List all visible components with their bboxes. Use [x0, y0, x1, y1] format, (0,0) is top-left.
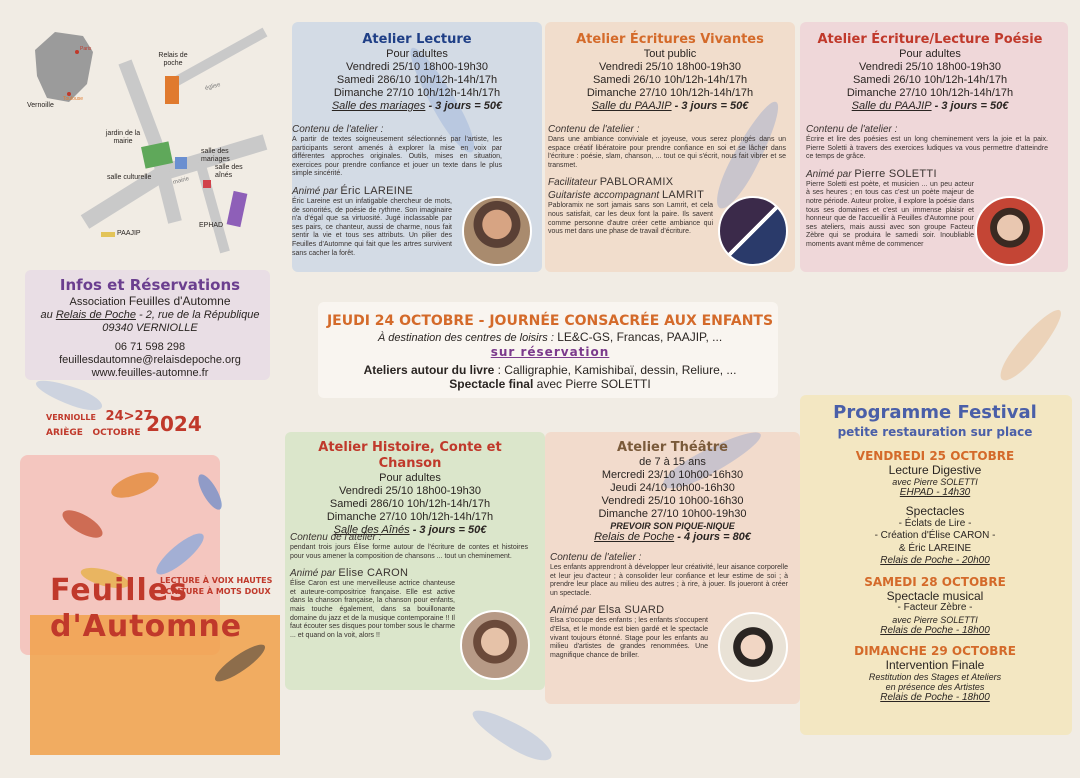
- ephad-marker: [227, 191, 248, 227]
- paajip-marker: [101, 232, 115, 237]
- atelier-poesie: [800, 32, 1060, 113]
- feather-shape: [994, 303, 1069, 386]
- map-label-paajip: PAAJIP: [117, 230, 141, 237]
- jeudi-enfants: [300, 312, 800, 391]
- map-label-ephad: EPHAD: [199, 222, 224, 229]
- programme-title: Programme Festival: [833, 402, 1037, 423]
- atelier-histoire-contenu: Contenu de l'atelier : pendant trois jours Élise forme autour de l'écriture de contes et histoires pour vous amener la composition de chansons ... tout un cheminement. Animé par Elise CARON Élise Caron est une merveilleuse actrice chanteuse et auteure-compositrice française. Elle est active dans la chanson française, la chanson pour enfants, mais touche également, dans sa bouillonante domaine du jazz et de la musique contemporaine !! Il faut écouter ses disques pour tomber sous le charme ... et quand on la voit, alors !!: [290, 532, 528, 639]
- atelier-lecture-title: Atelier Lecture: [362, 32, 472, 47]
- programme-event: Spectacles: [905, 504, 965, 518]
- atelier-ecritures-public: Tout public: [643, 48, 697, 60]
- atelier-poesie-contenu: Contenu de l'atelier : Écrire et lire des poésies est un long cheminement vers la joie et la paix. Pierre Soletti à travers des exercices ludiques va vous permettre d'atteindre ce temps de grâce. Animé par Pierre SOLETTI Pierre Soletti est poète, et musicien ... un peu acteur à ses heures ; en tous cas c'est un poète majeur de notre période. Auteur prolixe, il explore la poésie dans tous ses domaines et c'est un immense plaisir et honneur que de l'accueillir à Feuilles d'Automne pour ses ateliers, mais aussi avec son groupe Facteur Zèbre qui se produira le samedi soir. Inoubliable moments avant même de commencer: [806, 124, 1048, 248]
- atelier-theatre-slot: Vendredi 25/10 10h00-16h30: [601, 495, 744, 507]
- atelier-lecture: [292, 32, 542, 113]
- atelier-histoire-venue: Salle des Aînés - 3 jours = 50€: [333, 524, 487, 536]
- map-label-culturelle: salle culturelle: [107, 174, 152, 181]
- infos-address: au Relais de Poche - 2, rue de la République: [40, 309, 260, 321]
- atelier-lecture-slot: Vendredi 25/10 18h00-19h30: [346, 61, 488, 73]
- programme-festival: Programme Festival petite restauration sur place VENDREDI 25 OCTOBRE Lecture Digestive avec Pierre SOLETTI EHPAD - 14h30 Spectacles - Éclats de Lire - - Création d'Élise CARON - & Éric LAREINE Relais de Poche - 20h00 SAMEDI 28 OCTOBRE Spectacle musical - Facteur Zèbre - avec Pierre SOLETTI Relais de Poche - 18h00 DIMANCHE 29 OCTOBRE Intervention Finale Restitution des Stages et Ateliers en présence des Artistes Relais de Poche - 18h00: [805, 402, 1065, 704]
- atelier-theatre: [545, 440, 800, 544]
- atelier-poesie-slot: Vendredi 25/10 18h00-19h30: [859, 61, 1001, 73]
- france-outline: [35, 32, 93, 102]
- atelier-poesie-slot: Samedi 26/10 10h/12h-14h/17h: [852, 74, 1008, 86]
- atelier-histoire: [285, 440, 535, 537]
- map-label-paris: Paris: [80, 46, 92, 52]
- map-label-mairie: mairie: [172, 175, 190, 187]
- map-label-mariages: salle des mariages: [201, 148, 230, 163]
- photo-elsa-suard: [718, 612, 788, 682]
- infos-title: Infos et Réservations: [59, 276, 241, 294]
- atelier-ecritures-title: Atelier Écritures Vivantes: [576, 32, 764, 47]
- atelier-theatre-public: de 7 à 15 ans: [639, 456, 706, 468]
- atelier-histoire-slot: Samedi 286/10 10h/12h-14h/17h: [329, 498, 491, 510]
- infos-assoc: Association Feuilles d'Automne: [69, 294, 231, 308]
- map-label-relais: Relais de poche: [158, 52, 188, 67]
- infos-reservations: [30, 275, 270, 380]
- atelier-theatre-prevoir: PREVOIR SON PIQUE-NIQUE: [610, 521, 735, 531]
- atelier-theatre-slot: Jeudi 24/10 10h00-16h30: [610, 482, 735, 494]
- photo-pabloramix-lamrit: [718, 196, 788, 266]
- jeudi-destination: À destination des centres de loisirs : LE&C-GS, Francas, PAAJIP, ...: [377, 330, 723, 344]
- programme-day: DIMANCHE 29 OCTOBRE: [854, 644, 1016, 658]
- atelier-histoire-public: Pour adultes: [379, 472, 441, 484]
- atelier-poesie-public: Pour adultes: [899, 48, 961, 60]
- atelier-lecture-contenu: Contenu de l'atelier : A partir de textes soigneusement sélectionnés par l'artiste, les participants seront amenés à explorer la mise en voix par différentes approches originales. Outils, mises en situation, exercices pour prendre confiance et jouer un texte dans le plus simple sincérité. Animé par Éric LAREINE Éric Lareine est un infatigable chercheur de mots, de sonorités, de poésie de rythme. Son imaginaire n'a d'égal que sa virtuosité. Jugé inclassable par ses pairs, ce chanteur, aussi de charme, nous fait sentir la vie et tous ses attributs. Un pilier des Feuilles d'Automne qui fait que les artres survivent sans cacher la forêt.: [292, 124, 502, 257]
- atelier-histoire-slot: Dimanche 27/10 10h/12h-14h/17h: [326, 511, 494, 523]
- jeudi-title: JEUDI 24 OCTOBRE - JOURNÉE CONSACRÉE AUX ENFANTS: [326, 313, 774, 329]
- programme-event: Spectacle musical: [886, 588, 984, 603]
- atelier-poesie-venue: Salle du PAAJIP - 3 jours = 50€: [851, 100, 1009, 112]
- location-map: [25, 22, 280, 262]
- atelier-theatre-venue: Relais de Poche - 4 jours = 80€: [594, 531, 751, 543]
- map-label-vernoille: Vernoille: [27, 102, 54, 109]
- jeudi-reservation: sur réservation: [490, 345, 610, 359]
- photo-elise-caron: [460, 610, 530, 680]
- atelier-histoire-title: Atelier Histoire, Conte et Chanson: [318, 440, 502, 471]
- programme-event: Lecture Digestive: [888, 463, 982, 477]
- atelier-poesie-slot: Dimanche 27/10 10h/12h-14h/17h: [846, 87, 1014, 99]
- poster-dates: VERNIOLLE 24>27 ARIÈGE OCTOBRE 2024: [46, 409, 202, 438]
- infos-website[interactable]: www.feuilles-automne.fr: [91, 367, 209, 379]
- feather-shape: [467, 702, 557, 768]
- infos-postcode: 09340 VERNIOLLE: [102, 322, 198, 334]
- map-label-aines: salle des aînés: [215, 164, 243, 179]
- atelier-lecture-slot: Samedi 286/10 10h/12h-14h/17h: [336, 74, 498, 86]
- programme-event: Intervention Finale: [885, 658, 985, 672]
- map-label-toulouse: Toulouse: [63, 96, 84, 102]
- photo-eric-lareine: [462, 196, 532, 266]
- atelier-lecture-slot: Dimanche 27/10 10h/12h-14h/17h: [333, 87, 501, 99]
- atelier-ecritures-contenu: Contenu de l'atelier : Dans une ambiance conviviale et joyeuse, vous serez plongés dans un espace créatif libératoire pour prendre confiance en soi et se lâcher dans l'écriture : poésie, slam, chanson, ... tout ce qui s'écrit, nous fait vibrer et se transmet. Facilitateur PABLORAMIX Guitariste accompagnant LAMRIT Pabloramix ne sort jamais sans son Lamrit, et cela nous satisfait, car les deux font la paire. Ils savent comme personne d'autre créer cette ambiance qui vous met dans une phase de travail d'écriture.: [548, 124, 786, 236]
- atelier-histoire-slot: Vendredi 25/10 18h00-19h30: [339, 485, 481, 497]
- atelier-theatre-slot: Mercredi 23/10 10h00-16h30: [601, 469, 744, 481]
- programme-subtitle: petite restauration sur place: [837, 425, 1033, 439]
- map-label-eglise: église: [204, 82, 222, 92]
- atelier-ecritures-slot: Dimanche 27/10 10h/12h-14h/17h: [586, 87, 754, 99]
- atelier-ecritures-slot: Vendredi 25/10 18h00-19h30: [599, 61, 741, 73]
- atelier-lecture-venue: Salle des mariages - 3 jours = 50€: [331, 100, 503, 112]
- atelier-poesie-title: Atelier Écriture/Lecture Poésie: [817, 32, 1043, 47]
- programme-day: VENDREDI 25 OCTOBRE: [855, 449, 1015, 463]
- atelier-ecritures-venue: Salle du PAAJIP - 3 jours = 50€: [591, 100, 749, 112]
- programme-day: SAMEDI 28 OCTOBRE: [864, 574, 1006, 589]
- infos-phone: 06 71 598 298: [114, 341, 186, 353]
- infos-email[interactable]: feuillesdautomne@relaisdepoche.org: [59, 354, 241, 366]
- poster-tagline: LECTURE À VOIX HAUTES ÉCRITURE À MOTS DOUX: [160, 576, 273, 596]
- jeudi-spectacle: Spectacle final avec Pierre SOLETTI: [449, 377, 651, 391]
- atelier-lecture-public: Pour adultes: [386, 48, 448, 60]
- poster-title-2: d'Automne: [50, 609, 243, 644]
- atelier-theatre-title: Atelier Théâtre: [617, 440, 728, 455]
- festival-poster: [20, 395, 282, 760]
- photo-pierre-soletti: [975, 196, 1045, 266]
- atelier-theatre-contenu: Contenu de l'atelier : Les enfants apprendront à développer leur créativité, leur aisance corporelle et leur jeu d'acteur ; à consolider leur confiance et leur estime de soi ; à prendre leur place au milieu des autres ; à rire, à jouer. Ils joueront à créer un spectacle. Animé par Elsa SUARD Elsa s'occupe des enfants ; les enfants s'occupent d'Elsa, et le monde est bien gardé et le spectacle vivant toujours étonné. Stage pour les enfants au milieu d'artistes de grandes renommées. Une magnifique chance de briller.: [550, 552, 788, 659]
- aines-marker: [203, 180, 211, 188]
- map-label-jardin: jardin de la mairie: [105, 130, 141, 145]
- atelier-ecritures: [545, 32, 795, 113]
- atelier-theatre-slot: Dimanche 27/10 10h00-19h30: [598, 508, 747, 520]
- jeudi-ateliers: Ateliers autour du livre : Calligraphie, Kamishibaï, dessin, Reliure, ...: [363, 363, 737, 377]
- poster-title-1: Feuilles: [50, 573, 189, 608]
- relais-marker: [165, 76, 179, 104]
- mariages-marker: [175, 157, 187, 169]
- atelier-ecritures-slot: Samedi 26/10 10h/12h-14h/17h: [592, 74, 748, 86]
